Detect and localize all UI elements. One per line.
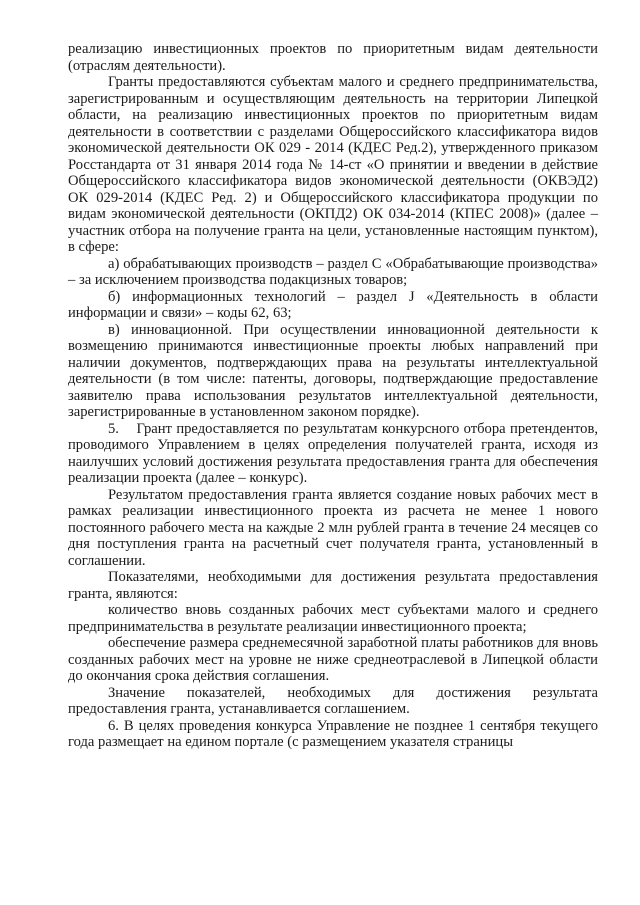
paragraph-item-a: а) обрабатывающих производств – раздел С «Обрабатывающие производства» – за исключением производства подакцизных товаров; — [68, 255, 598, 288]
paragraph-item-b: б) информационных технологий – раздел J «Деятельность в области информации и связи» – коды 62, 63; — [68, 288, 598, 321]
paragraph-grants-eligibility: Гранты предоставляются субъектам малого и среднего предпринимательства, зарегистрированным и осуществляющим деятельность на территории Липецкой области, на реализацию инвестиционных проектов по приоритетным видам деятельности в соответствии с разделами Общероссийского классификатора видов экономической деятельности ОК 029 - 2014 (КДЕС Ред.2), утвержденного приказом Росстандарта от 31 января 2014 года № 14-ст «О принятии и введении в действие Общероссийского классификатора видов экономической деятельности (ОКВЭД2) ОК 029-2014 (КДЕС Ред. 2) и Общероссийского классификатора продукции по видам экономической деятельности (ОКПД2) ОК 034-2014 (КПЕС 2008)» (далее – участник отбора на получение гранта на цели, установленные настоящим пунктом), в сфере: — [68, 74, 598, 255]
paragraph-indicator-values: Значение показателей, необходимых для достижения результата предоставления гранта, устанавливается соглашением. — [68, 684, 598, 717]
paragraph-indicators-intro: Показателями, необходимыми для достижения результата предоставления гранта, являются: — [68, 569, 598, 602]
paragraph-item-c: в) инновационной. При осуществлении инновационной деятельности к возмещению принимаются инвестиционные проекты любых направлений при наличии документов, подтверждающих права на результаты интеллектуальной деятельности (в том числе: патенты, договоры, подтверждающие предоставление заявителю права использования результатов интеллектуальной деятельности, зарегистрированные в установленном законом порядке). — [68, 321, 598, 420]
paragraph-section-6: 6. В целях проведения конкурса Управление не позднее 1 сентября текущего года размещает на едином портале (с размещением указателя страницы — [68, 717, 598, 750]
paragraph-intro-continuation: реализацию инвестиционных проектов по приоритетным видам деятельности (отраслям деятельности). — [68, 41, 598, 74]
paragraph-indicator-salary: обеспечение размера среднемесячной заработной платы работников для вновь созданных рабочих мест на уровне не ниже среднеотраслевой в Липецкой области до окончания срока действия соглашения. — [68, 635, 598, 684]
document-page — [68, 41, 602, 751]
paragraph-section-5: 5. Грант предоставляется по результатам конкурсного отбора претендентов, проводимого Управлением в целях определения получателей гранта, исходя из наилучших условий достижения результата предоставления гранта для обеспечения реализации проекта (далее – конкурс). — [68, 420, 602, 486]
paragraph-grant-result: Результатом предоставления гранта является создание новых рабочих мест в рамках реализации инвестиционного проекта из расчета не менее 1 нового постоянного рабочего места на каждые 2 млн рублей гранта в течение 24 месяцев со дня поступления гранта на расчетный счет получателя гранта, установленный в соглашении. — [68, 486, 598, 569]
paragraph-indicator-jobs: количество вновь созданных рабочих мест субъектами малого и среднего предпринимательства в результате реализации инвестиционного проекта; — [68, 602, 598, 635]
